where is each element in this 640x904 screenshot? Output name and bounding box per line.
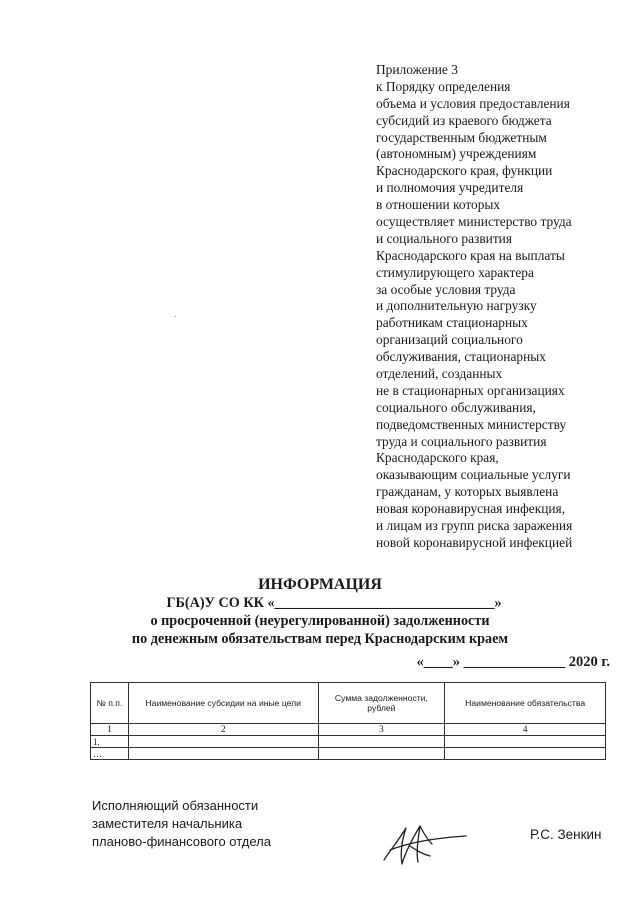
appendix-line: гражданам, у которых выявлена bbox=[376, 484, 559, 500]
appendix-line: Приложение 3 bbox=[376, 62, 458, 77]
column-number: 4 bbox=[445, 724, 606, 736]
appendix-line: объема и условия предоставления bbox=[376, 95, 570, 111]
table-cell bbox=[445, 748, 606, 760]
appendix-line: Краснодарского края на выплаты bbox=[376, 247, 565, 263]
table-row bbox=[91, 736, 606, 748]
table-cell bbox=[318, 748, 445, 760]
appendix-line: и лицам из групп риска заражения bbox=[376, 518, 573, 534]
column-number: 2 bbox=[128, 724, 318, 736]
appendix-line: организаций социального bbox=[376, 332, 523, 348]
column-number: 3 bbox=[318, 724, 445, 736]
appendix-line: осуществляет министерство труда bbox=[376, 214, 572, 230]
appendix-line: за особые условия труда bbox=[376, 281, 516, 297]
appendix-line: Краснодарского края, bbox=[376, 450, 499, 466]
document-title: ИНФОРМАЦИЯ bbox=[258, 576, 382, 593]
appendix-line: и социального развития bbox=[376, 230, 512, 246]
date-line: «____» ______________ 2020 г. bbox=[416, 654, 610, 670]
appendix-line: (автономным) учреждениям bbox=[376, 146, 537, 162]
signatory-name: Р.С. Зенкин bbox=[530, 827, 602, 842]
table-row bbox=[91, 748, 606, 760]
organization-line: ГБ(А)У СО КК «_______________________________» bbox=[166, 595, 502, 611]
signatory-line: заместителя начальника bbox=[92, 816, 243, 831]
appendix-line: труда и социального развития bbox=[376, 433, 547, 449]
scan-speck bbox=[175, 316, 176, 317]
table-header-row bbox=[91, 683, 606, 724]
signatory-line: планово-финансового отдела bbox=[92, 834, 271, 849]
appendix-line: Краснодарского края, функции bbox=[376, 163, 553, 179]
appendix-line: оказывающим социальные услуги bbox=[376, 467, 571, 483]
column-number: 1 bbox=[91, 724, 129, 736]
appendix-line: подведомственных министерству bbox=[376, 416, 567, 432]
signatory-position bbox=[92, 797, 271, 851]
column-header: Сумма задолженности, рублей bbox=[318, 683, 445, 724]
table-cell bbox=[445, 736, 606, 748]
appendix-line: стимулирующего характера bbox=[376, 264, 534, 280]
appendix-line: не в стационарных организациях bbox=[376, 382, 565, 398]
debt-table bbox=[90, 682, 606, 760]
appendix-line: и дополнительную нагрузку bbox=[376, 298, 537, 314]
appendix-line: работникам стационарных bbox=[376, 315, 528, 331]
appendix-line: в отношении которых bbox=[376, 197, 501, 213]
appendix-line: субсидий из краевого бюджета bbox=[376, 112, 552, 128]
appendix-line: и полномочия учредителя bbox=[376, 180, 524, 196]
column-number-row bbox=[91, 724, 606, 736]
table-cell bbox=[128, 736, 318, 748]
table-cell: 1. bbox=[91, 736, 129, 748]
appendix-line: отделений, созданных bbox=[376, 366, 503, 382]
handwritten-signature bbox=[380, 820, 470, 868]
appendix-line: к Порядку определения bbox=[376, 78, 511, 94]
column-header: Наименование субсидии на иные цели bbox=[128, 683, 318, 724]
column-header: № п.п. bbox=[91, 683, 129, 724]
appendix-line: обслуживания, стационарных bbox=[376, 349, 546, 365]
subject-line: о просроченной (неурегулированной) задолженности bbox=[150, 613, 490, 629]
appendix-line: государственным бюджетным bbox=[376, 129, 547, 145]
subject-line-2: по денежным обязательствам перед Краснодарским краем bbox=[131, 631, 509, 647]
appendix-line: новой коронавирусной инфекцией bbox=[376, 534, 573, 550]
table-cell bbox=[128, 748, 318, 760]
appendix-block bbox=[376, 62, 638, 552]
appendix-line: социального обслуживания, bbox=[376, 399, 536, 415]
appendix-line: новая коронавирусная инфекция, bbox=[376, 501, 566, 517]
table-cell bbox=[318, 736, 445, 748]
table-cell: … bbox=[91, 748, 129, 760]
column-header: Наименование обязательства bbox=[445, 683, 606, 724]
signatory-line: Исполняющий обязанности bbox=[92, 798, 259, 813]
